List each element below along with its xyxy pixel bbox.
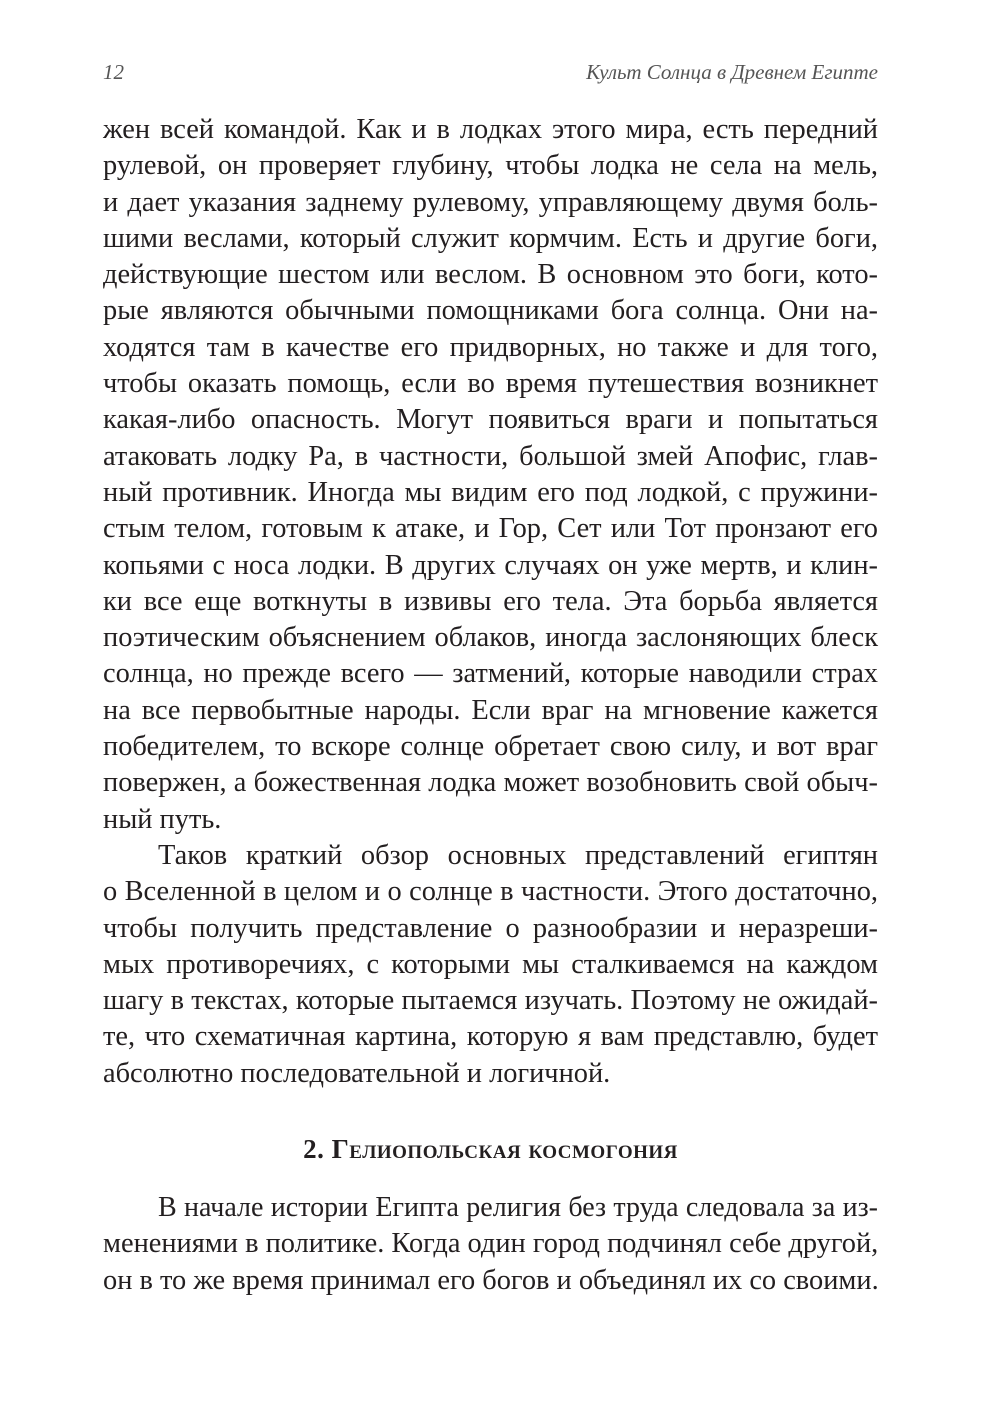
text-line: он в то же время принимал его богов и объединял их со своими. bbox=[103, 1264, 879, 1296]
text-line: чтобы получить представление о разнообразии и неразреши- bbox=[103, 912, 878, 944]
text-line: победителем, то вскоре солнце обретает свою силу, и вот враг bbox=[103, 731, 878, 763]
body-text bbox=[103, 112, 878, 1092]
text-line: рые являются обычными помощниками бога солнца. Они на- bbox=[103, 295, 878, 327]
text-line: атаковать лодку Ра, в частности, большой змей Апофис, глав- bbox=[103, 440, 878, 472]
running-head bbox=[103, 60, 878, 90]
page-number: 12 bbox=[103, 60, 124, 84]
body-text-section-2 bbox=[103, 1190, 878, 1299]
text-line: рулевой, он проверяет глубину, чтобы лодка не села на мель, bbox=[103, 150, 878, 182]
running-head-title: Культ Солнца в Древнем Египте bbox=[586, 60, 878, 84]
text-line: и дает указания заднему рулевому, управляющему двумя боль- bbox=[103, 186, 878, 218]
text-line: мых противоречиях, с которыми мы сталкиваемся на каждом bbox=[103, 948, 878, 980]
text-line: стым телом, готовым к атаке, и Гор, Сет или Тот пронзают его bbox=[103, 513, 878, 545]
text-line: жен всей командой. Как и в лодках этого мира, есть передний bbox=[103, 114, 878, 145]
text-line: о Вселенной в целом и о солнце в частности. Этого достаточно, bbox=[103, 876, 878, 908]
text-line: шими веслами, который служит кормчим. Есть и другие боги, bbox=[103, 222, 878, 254]
text-line: ходятся там в качестве его придворных, но также и для того, bbox=[103, 331, 878, 363]
text-line: какая-либо опасность. Могут появиться враги и попытаться bbox=[103, 404, 878, 436]
text-line: ный путь. bbox=[103, 803, 222, 835]
text-line: копьями с носа лодки. В других случаях он уже мертв, и клин- bbox=[103, 549, 878, 581]
text-line: повержен, а божественная лодка может возобновить свой обыч- bbox=[103, 767, 878, 799]
text-line: на все первобытные народы. Если враг на мгновение кажется bbox=[103, 694, 878, 726]
text-line: менениями в политике. Когда один город подчинял себе другой, bbox=[103, 1228, 879, 1260]
text-line: солнца, но прежде всего — затмений, которые наводили страх bbox=[103, 658, 878, 690]
text-line: Таков краткий обзор основных представлений египтян bbox=[158, 839, 878, 871]
text-line: абсолютно последовательной и логичной. bbox=[103, 1057, 611, 1089]
text-line: действующие шестом или веслом. В основном это боги, кото- bbox=[103, 259, 878, 291]
text-line: ный противник. Иногда мы видим его под лодкой, с пружини- bbox=[103, 476, 878, 508]
text-line: чтобы оказать помощь, если во время путешествия возникнет bbox=[103, 368, 878, 400]
text-line: поэтическим объяснением облаков, иногда заслоняющих блеск bbox=[103, 622, 878, 654]
section-heading: 2. Гелиопольская космогония bbox=[303, 1134, 678, 1164]
text-line: шагу в текстах, которые пытаемся изучать. Поэтому не ожидай- bbox=[103, 985, 878, 1017]
text-line: В начале истории Египта религия без труда следовала за из- bbox=[158, 1192, 878, 1223]
text-line: ки все еще воткнуты в извивы его тела. Эта борьба является bbox=[103, 585, 878, 617]
text-line: те, что схематичная картина, которую я вам представлю, будет bbox=[103, 1021, 878, 1053]
